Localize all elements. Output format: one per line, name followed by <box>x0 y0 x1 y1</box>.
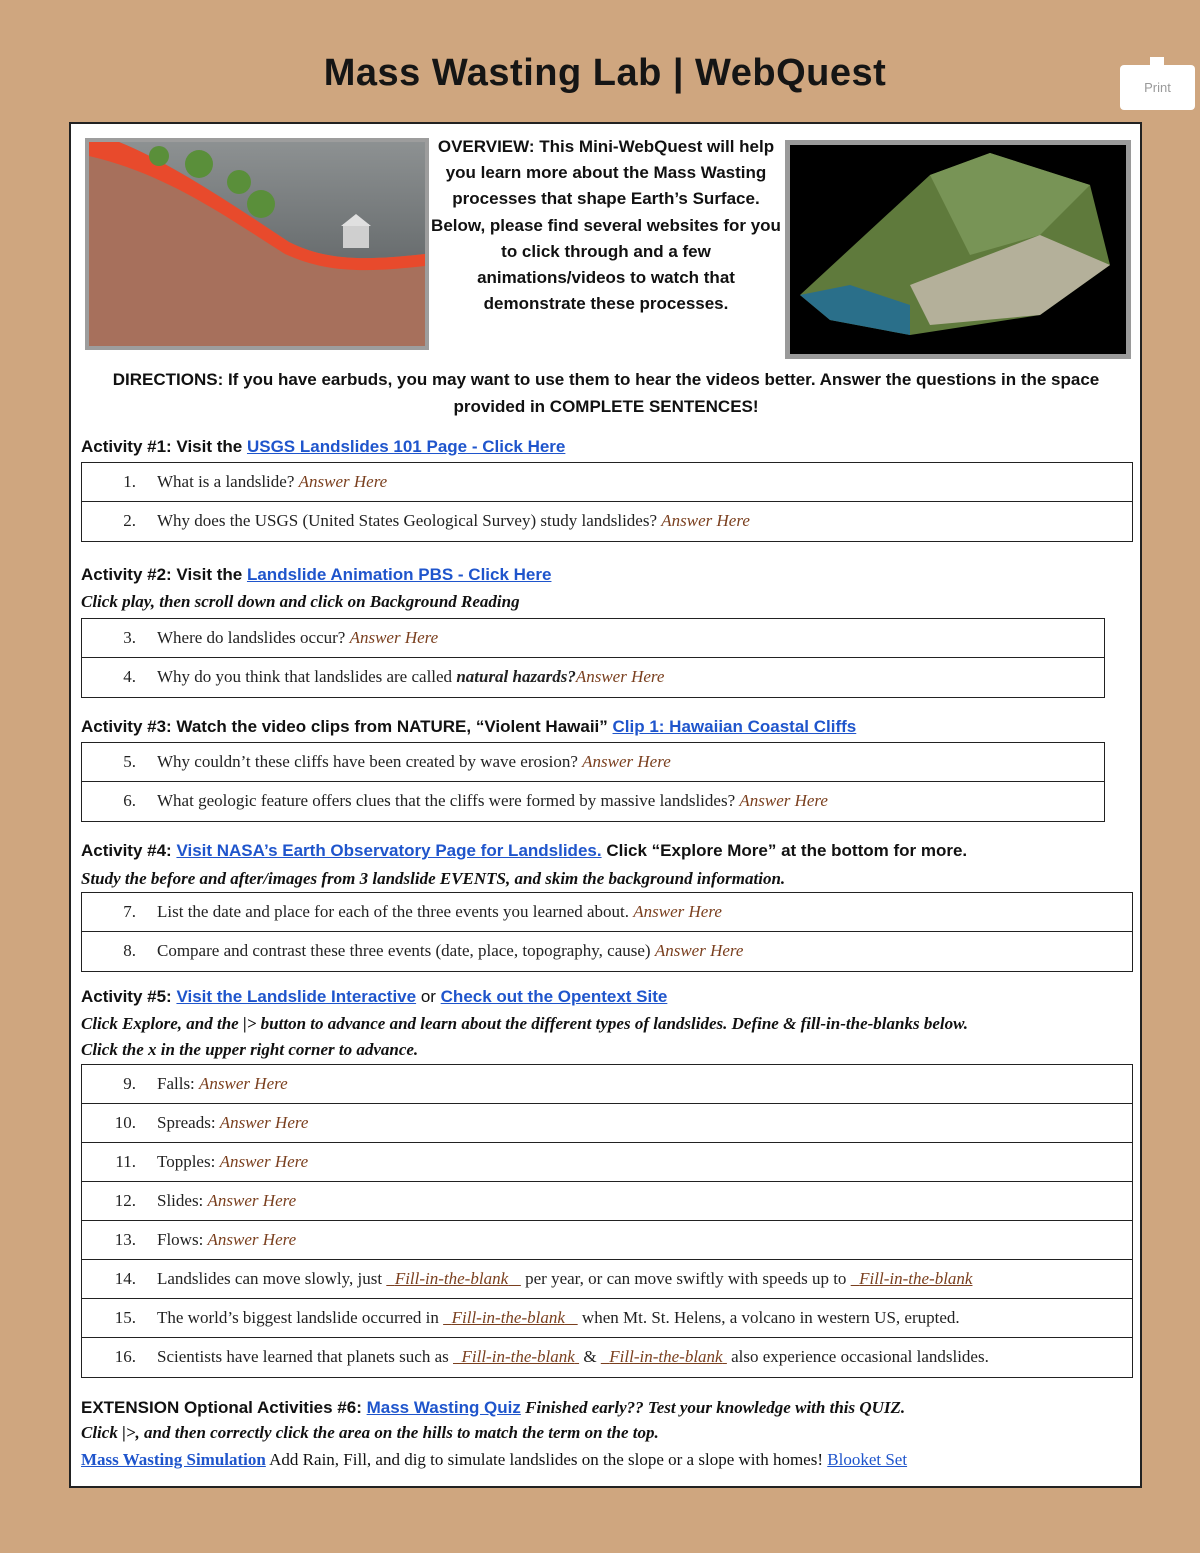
question-number: 4. <box>123 667 136 686</box>
activity-3-heading <box>81 717 856 737</box>
question-row <box>82 1299 1132 1338</box>
activity-2-heading <box>81 565 551 585</box>
answer-field[interactable]: Answer Here <box>661 511 750 530</box>
question-text: also experience occasional landslides. <box>726 1347 989 1366</box>
question-number: 1. <box>123 472 136 491</box>
question-number: 9. <box>123 1074 136 1093</box>
activity-4-instructions: Study the before and after/images from 3 landslide EVENTS, and skim the background information. <box>81 869 786 888</box>
question-number: 8. <box>123 941 136 960</box>
question-text: Slides: <box>157 1191 208 1210</box>
mass-wasting-quiz-link[interactable]: Mass Wasting Quiz <box>366 1398 521 1417</box>
answer-field[interactable]: Answer Here <box>219 1152 309 1171</box>
activity-3-label: Activity #3: Watch the video clips from NATURE, “Violent Hawaii” <box>81 717 613 736</box>
activity-5-instructions: Click Explore, and the |> button to advance and learn about the different types of landslides. Define & fill-in-the-blanks below. <box>81 1014 969 1033</box>
activity-5-instructions-2: Click the x in the upper right corner to advance. <box>81 1040 419 1059</box>
question-row <box>82 932 1132 971</box>
question-row <box>82 782 1104 821</box>
simulation-description: Add Rain, Fill, and dig to simulate landslides on the slope or a slope with homes! <box>265 1450 828 1469</box>
worksheet-page <box>69 122 1142 1488</box>
question-text: Why couldn’t these cliffs have been created by wave erosion? <box>157 752 583 771</box>
question-text: The world’s biggest landslide occurred in <box>157 1308 444 1327</box>
page-title: Mass Wasting Lab | WebQuest <box>323 52 887 94</box>
question-row <box>82 1338 1132 1377</box>
fill-blank-field[interactable]: Fill-in-the-blank <box>394 1269 509 1288</box>
question-number: 7. <box>123 902 136 921</box>
answer-field[interactable]: Answer Here <box>654 941 744 960</box>
question-text: What is a landslide? <box>157 472 299 491</box>
question-number: 3. <box>123 628 136 647</box>
question-number: 6. <box>123 791 136 810</box>
question-text: Spreads: <box>157 1113 220 1132</box>
activity-2-questions <box>81 618 1105 698</box>
question-row <box>82 1104 1132 1143</box>
answer-field[interactable]: Answer Here <box>199 1074 288 1093</box>
question-number: 11. <box>115 1152 136 1171</box>
answer-field[interactable]: Answer Here <box>633 902 722 921</box>
answer-field[interactable]: Answer Here <box>207 1191 297 1210</box>
question-text: Falls: <box>157 1074 200 1093</box>
answer-field[interactable]: Answer Here <box>349 628 439 647</box>
opentext-link[interactable]: Check out the Opentext Site <box>440 987 668 1006</box>
extension-heading <box>81 1398 905 1418</box>
question-number: 5. <box>123 752 136 771</box>
question-number: 13. <box>114 1230 136 1249</box>
question-text: Landslides can move slowly, just <box>157 1269 387 1288</box>
activity-4-heading <box>81 841 967 861</box>
activity-1-label: Activity #1: Visit the <box>81 437 247 456</box>
question-text: Where do landslides occur? <box>157 628 350 647</box>
activity-4-heading-end: Click “Explore More” at the bottom for more. <box>601 841 968 860</box>
answer-field[interactable]: Answer Here <box>739 791 828 810</box>
question-row <box>82 1221 1132 1260</box>
question-number: 15. <box>114 1308 136 1327</box>
question-text: Why do you think that landslides are called <box>157 667 457 686</box>
question-text: List the date and place for each of the three events you learned about. <box>157 902 634 921</box>
question-text: Why does the USGS (United States Geological Survey) study landslides? <box>157 511 662 530</box>
cliff-terrain-image <box>785 140 1131 359</box>
question-number: 14. <box>114 1269 136 1288</box>
question-row <box>82 463 1132 502</box>
extension-simulation-line <box>81 1450 907 1470</box>
question-number: 10. <box>114 1113 136 1132</box>
hawaiian-cliffs-link[interactable]: Clip 1: Hawaiian Coastal Cliffs <box>612 717 857 736</box>
emphasis-text: natural hazards? <box>456 667 576 686</box>
activity-1-heading <box>81 437 565 457</box>
question-text: Compare and contrast these three events (date, place, topography, cause) <box>157 941 655 960</box>
question-row <box>82 893 1132 932</box>
question-row <box>82 1143 1132 1182</box>
landslide-slope-illustration <box>85 138 429 350</box>
activity-5-heading <box>81 987 667 1007</box>
fill-blank-field[interactable]: Fill-in-the-blank <box>451 1308 565 1327</box>
blooket-set-link[interactable]: Blooket Set <box>827 1450 908 1469</box>
directions-text: DIRECTIONS: If you have earbuds, you may want to use them to hear the videos better. Answer the questions in the space provided in COMPLETE SENTENCES! <box>112 370 1100 416</box>
question-text: What geologic feature offers clues that the cliffs were formed by massive landslides? <box>157 791 740 810</box>
question-row <box>82 1182 1132 1221</box>
question-number: 16. <box>114 1347 136 1366</box>
extension-instructions: Click |>, and then correctly click the area on the hills to match the term on the top. <box>81 1423 659 1442</box>
question-row <box>82 658 1104 697</box>
activity-5-questions <box>81 1064 1133 1378</box>
question-row <box>82 1260 1132 1299</box>
question-text: Flows: <box>157 1230 208 1249</box>
question-text: Topples: <box>157 1152 220 1171</box>
activity-4-questions <box>81 892 1133 972</box>
overview-text: OVERVIEW: This Mini-WebQuest will help you learn more about the Mass Wasting processes that shape Earth’s Surface. Below, please find several websites for you to click through and a few animations/videos to watch that demonstrate these processes. <box>431 137 781 314</box>
fill-blank-field[interactable]: Fill-in-the-blank <box>461 1347 575 1366</box>
activity-5-label: Activity #5: <box>81 987 177 1006</box>
answer-field[interactable]: Answer Here <box>582 752 671 771</box>
question-number: 12. <box>114 1191 136 1210</box>
question-row <box>82 1065 1132 1104</box>
activity-2-label: Activity #2: Visit the <box>81 565 247 584</box>
activity-3-questions <box>81 742 1105 822</box>
extension-label: EXTENSION Optional Activities #6: <box>81 1398 367 1417</box>
question-row <box>82 619 1104 658</box>
question-text: Scientists have learned that planets such as <box>157 1347 453 1366</box>
question-text: per year, or can move swiftly with speeds up to <box>520 1269 851 1288</box>
question-row <box>82 502 1132 541</box>
question-text: & <box>579 1347 601 1366</box>
landslide-interactive-link[interactable]: Visit the Landslide Interactive <box>176 987 417 1006</box>
question-text: when Mt. St. Helens, a volcano in western US, erupted. <box>577 1308 960 1327</box>
question-number: 2. <box>123 511 136 530</box>
question-row <box>82 743 1104 782</box>
answer-field[interactable]: Answer Here <box>219 1113 309 1132</box>
pbs-animation-link[interactable]: Landslide Animation PBS - Click Here <box>246 565 552 584</box>
answer-field[interactable]: Answer Here <box>207 1230 297 1249</box>
or-text: or <box>416 987 441 1006</box>
print-button[interactable]: Print <box>1120 65 1195 110</box>
nasa-observatory-link[interactable]: Visit NASA’s Earth Observatory Page for Landslides. <box>176 841 602 860</box>
answer-field[interactable]: Answer Here <box>575 667 665 686</box>
fill-blank-field[interactable]: Fill-in-the-blank <box>609 1347 723 1366</box>
activity-2-instructions: Click play, then scroll down and click on Background Reading <box>81 592 520 611</box>
mass-wasting-simulation-link[interactable]: Mass Wasting Simulation <box>81 1450 266 1469</box>
quiz-description: Finished early?? Test your knowledge with this QUIZ. <box>520 1398 906 1417</box>
activity-1-questions <box>81 462 1133 542</box>
answer-field[interactable]: Answer Here <box>298 472 388 491</box>
activity-4-label: Activity #4: <box>81 841 177 860</box>
fill-blank-field[interactable]: Fill-in-the-blank <box>859 1269 973 1288</box>
usgs-landslides-link[interactable]: USGS Landslides 101 Page - Click Here <box>246 437 566 456</box>
